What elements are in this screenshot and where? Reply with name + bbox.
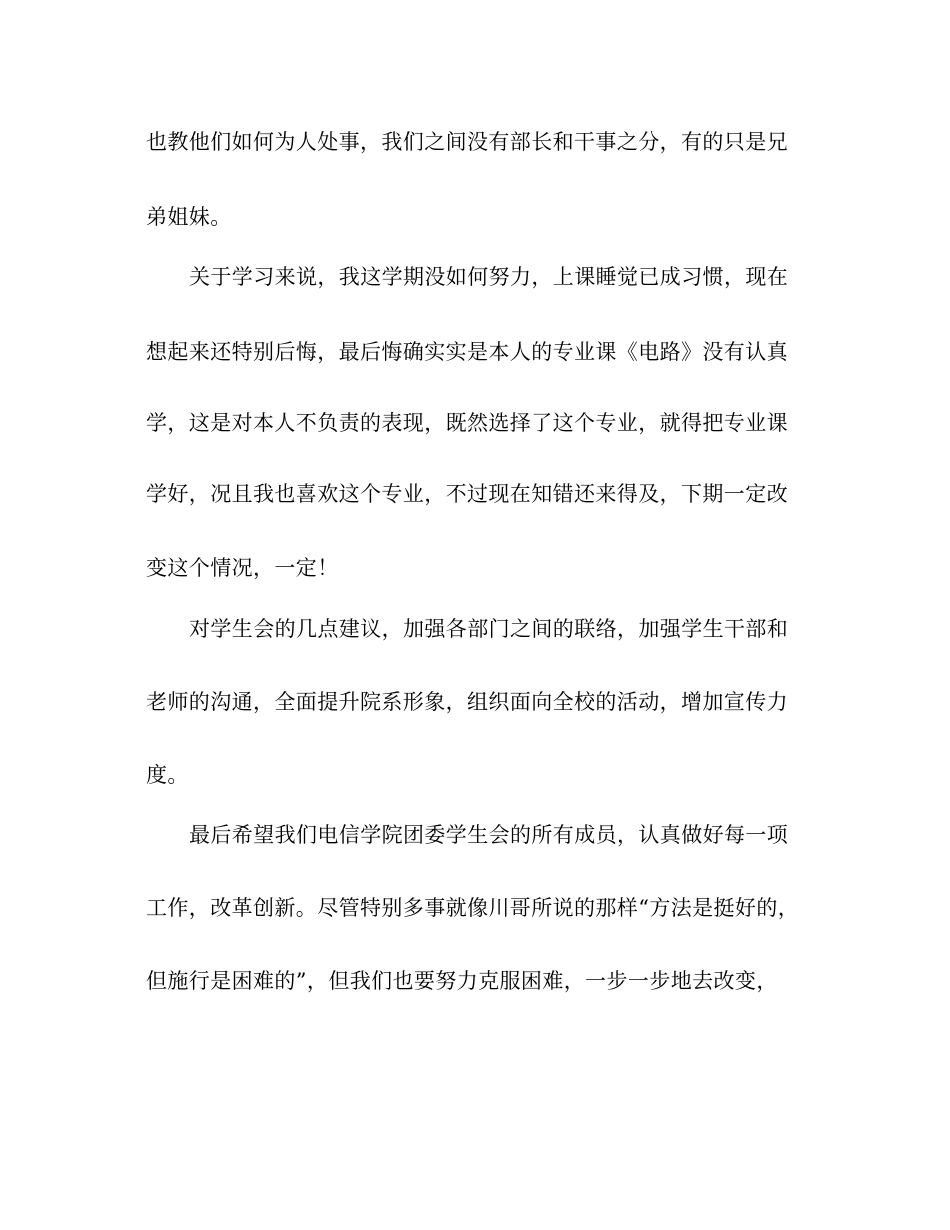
- text-line: 想起来还特别后悔，最后悔确实实是本人的专业课《电路》没有认真: [146, 340, 788, 364]
- text-line: 也教他们如何为人处事，我们之间没有部长和干事之分，有的只是兄: [146, 130, 788, 154]
- text-line: 弟姐妹。: [146, 205, 232, 229]
- text-line: 工作，改革创新。尽管特别多事就像川哥所说的那样“方法是挺好的，: [146, 896, 800, 920]
- text-line: 对学生会的几点建议，加强各部门之间的联络，加强学生干部和: [189, 617, 789, 641]
- text-line: 学好，况且我也喜欢这个专业，不过现在知错还来得及，下期一定改: [146, 482, 788, 506]
- text-line: 关于学习来说，我这学期没如何努力，上课睡觉已成习惯，现在: [189, 265, 789, 289]
- text-line: 老师的沟通，全面提升院系形象，组织面向全校的活动，增加宣传力: [146, 690, 788, 714]
- text-line: 学，这是对本人不负责的表现，既然选择了这个专业，就得把专业课: [146, 411, 788, 435]
- text-line: 变这个情况，一定！: [146, 556, 339, 580]
- text-line: 但施行是困难的”，但我们也要努力克服困难，一步一步地去改变，: [146, 969, 778, 993]
- text-line: 度。: [146, 763, 189, 787]
- text-line: 最后希望我们电信学院团委学生会的所有成员，认真做好每一项: [189, 823, 789, 847]
